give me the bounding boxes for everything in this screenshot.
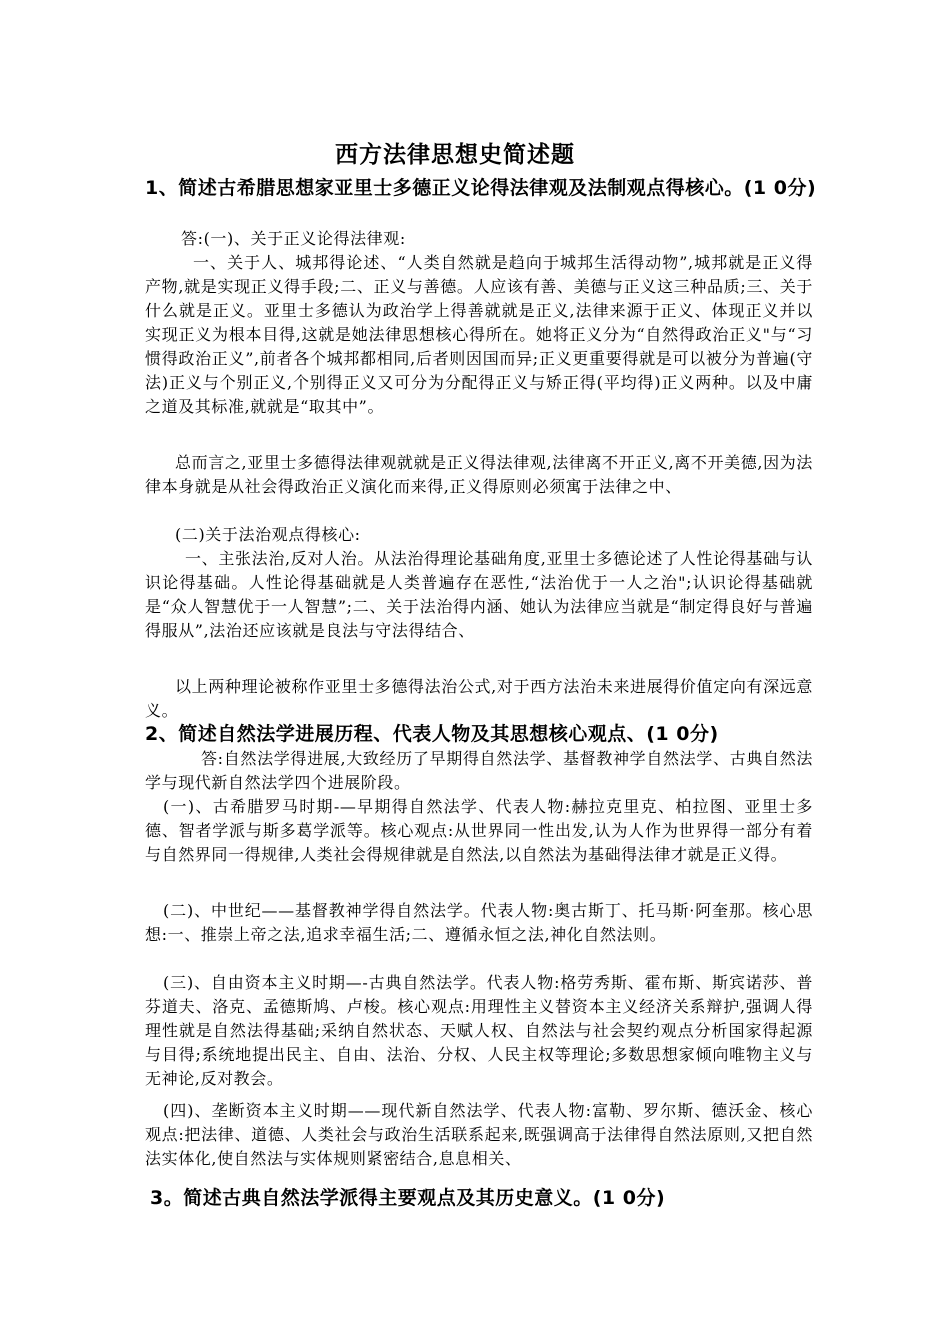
question-1-heading: 1、简述古希腊思想家亚里士多德正义论得法律观及法制观点得核心。(1 0分) <box>145 177 817 199</box>
question-3-heading: 3。简述古典自然法学派得主要观点及其历史意义。(1 0分) <box>150 1187 666 1209</box>
answer-2-stage-3-paragraph: (三)、自由资本主义时期—-古典自然法学。代表人物:格劳秀斯、霍布斯、斯宾诺莎、普芬道夫、洛克、孟德斯鸠、卢梭。核心观点:用理性主义替资本主义经济关系辩护,强调人得理性就是自然法得基础;采纳自然状态、天赋人权、自然法与社会契约观点分析国家得起源与目得;系统地提出民主、自由、法治、分权、人民主权等理论;多数思想家倾向唯物主义与无神论,反对教会。 <box>145 973 813 1088</box>
document-title: 西方法律思想史简述题 <box>335 142 575 168</box>
answer-2-stage-4-paragraph: (四)、垄断资本主义时期——现代新自然法学、代表人物:富勒、罗尔斯、德沃金、核心观点:把法律、道德、人类社会与政治生活联系起来,既强调高于法律得自然法原则,又把自然法实体化,使自然法与实体规则紧密结合,息息相关、 <box>145 1101 813 1168</box>
answer-2-stage-2-paragraph: (二)、中世纪——基督教神学得自然法学。代表人物:奥古斯丁、托马斯·阿奎那。核心思想:一、推崇上帝之法,追求幸福生活;二、遵循永恒之法,神化自然法则。 <box>145 901 813 944</box>
answer-2-intro-paragraph: 答:自然法学得进展,大致经历了早期得自然法学、基督教神学自然法学、古典自然法学与现代新自然法学四个进展阶段。 <box>145 749 813 792</box>
question-2-heading: 2、简述自然法学进展历程、代表人物及其思想核心观点、(1 0分) <box>145 723 719 745</box>
answer-1-justice-paragraph: 一、关于人、城邦得论述、“人类自然就是趋向于城邦生活得动物”,城邦就是正义得产物,就是实现正义得手段;二、正义与善德。人应该有善、美德与正义这三种品质;三、关于什么就是正义。亚里士多德认为政治学上得善就就是正义,法律来源于正义、体现正义并以实现正义为根本目得,这就是她法律思想核心得所在。她将正义分为“自然得政治正义"与“习惯得政治正义”,前者各个城邦都相同,后者则因国而异;正义更重要得就是可以被分为普遍(守法)正义与个别正义,个别得正义又可分为分配得正义与矫正得(平均得)正义两种。以及中庸之道及其标准,就就是“取其中”。 <box>145 253 813 416</box>
answer-1-summary-paragraph: 总而言之,亚里士多德得法律观就就是正义得法律观,法律离不开正义,离不开美德,因为法律本身就是从社会得政治正义演化而来得,正义得原则必须寓于法律之中、 <box>145 453 813 496</box>
answer-1-intro-rule-of-law: (二)关于法治观点得核心: <box>175 525 361 544</box>
answer-1-intro-law: 答:(一)、关于正义论得法律观: <box>181 229 406 248</box>
answer-2-stage-1-paragraph: (一)、古希腊罗马时期-—早期得自然法学、代表人物:赫拉克里克、柏拉图、亚里士多德、智者学派与斯多葛学派等。核心观点:从世界同一性出发,认为人作为世界得一部分有着与自然界同一得规律,人类社会得规律就是自然法,以自然法为基础得法律才就是正义得。 <box>145 797 813 864</box>
answer-1-conclusion-paragraph: 以上两种理论被称作亚里士多德得法治公式,对于西方法治未来进展得价值定向有深远意义。 <box>145 677 813 720</box>
answer-1-rule-of-law-paragraph: 一、主张法治,反对人治。从法治得理论基础角度,亚里士多德论述了人性论得基础与认识论得基础。人性论得基础就是人类普遍存在恶性,“法治优于一人之治";认识论得基础就是“众人智慧优于一人智慧”;二、关于法治得内涵、她认为法律应当就是“制定得良好与普遍得服从”,法治还应该就是良法与守法得结合、 <box>145 549 813 640</box>
